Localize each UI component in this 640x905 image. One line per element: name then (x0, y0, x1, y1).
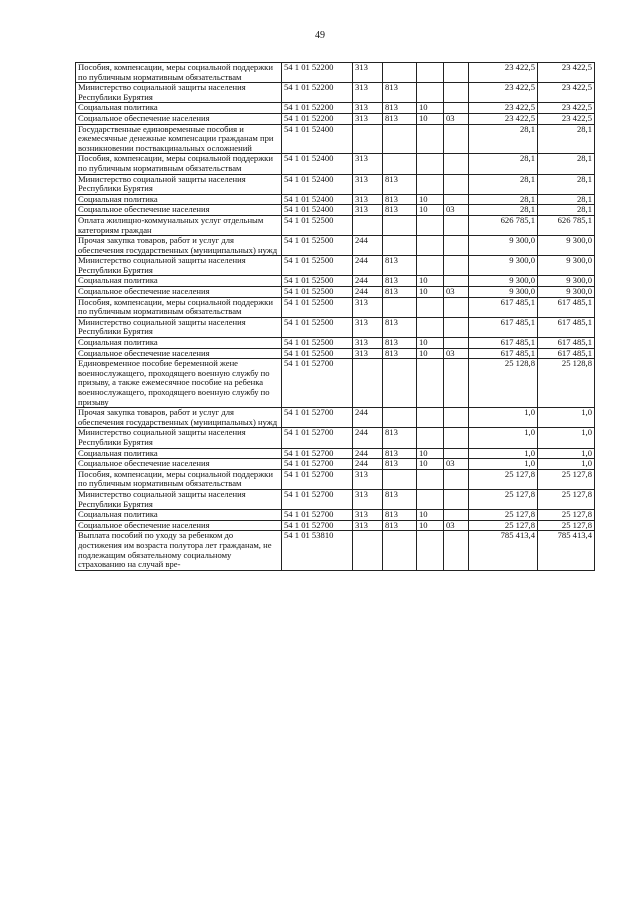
cell-target-code: 54 1 01 52700 (282, 448, 353, 459)
cell-amount-2: 1,0 (538, 459, 595, 470)
cell-expense-type: 244 (353, 459, 383, 470)
cell-section: 10 (417, 194, 444, 205)
cell-amount-2: 785 413,4 (538, 531, 595, 570)
cell-subsection (444, 489, 469, 509)
cell-name: Прочая закупка товаров, работ и услуг для обеспечения государственных (муниципальных) нужд (76, 236, 282, 256)
cell-amount-1: 28,1 (469, 194, 538, 205)
cell-amount-1: 617 485,1 (469, 297, 538, 317)
table-row (76, 359, 595, 408)
cell-department: 813 (383, 194, 417, 205)
cell-amount-1: 23 422,5 (469, 113, 538, 124)
cell-expense-type: 244 (353, 428, 383, 448)
cell-name: Социальная политика (76, 448, 282, 459)
table-row (76, 215, 595, 235)
table-row (76, 236, 595, 256)
cell-amount-2: 9 300,0 (538, 256, 595, 276)
cell-amount-2: 28,1 (538, 154, 595, 174)
cell-name: Социальная политика (76, 510, 282, 521)
cell-name: Единовременное пособие беременной жене военнослужащего, проходящего военную службу по призыву, а также ежемесячное пособие на ребенка военнослужащего, проходящего военную службу по призыву (76, 359, 282, 408)
cell-name: Социальная политика (76, 103, 282, 114)
cell-section (417, 174, 444, 194)
cell-department (383, 408, 417, 428)
cell-subsection: 03 (444, 348, 469, 359)
cell-department: 813 (383, 428, 417, 448)
cell-subsection (444, 124, 469, 154)
cell-amount-2: 25 127,8 (538, 510, 595, 521)
table-row (76, 297, 595, 317)
cell-department: 813 (383, 205, 417, 216)
cell-section (417, 408, 444, 428)
cell-section: 10 (417, 287, 444, 298)
cell-target-code: 54 1 01 52500 (282, 348, 353, 359)
cell-section: 10 (417, 520, 444, 531)
cell-expense-type: 313 (353, 63, 383, 83)
cell-subsection: 03 (444, 205, 469, 216)
cell-expense-type: 313 (353, 113, 383, 124)
cell-subsection (444, 317, 469, 337)
cell-department (383, 63, 417, 83)
cell-target-code: 54 1 01 52400 (282, 174, 353, 194)
table-row (76, 194, 595, 205)
table-row (76, 469, 595, 489)
cell-amount-1: 25 127,8 (469, 510, 538, 521)
cell-name: Социальное обеспечение населения (76, 348, 282, 359)
cell-department: 813 (383, 256, 417, 276)
cell-amount-1: 23 422,5 (469, 63, 538, 83)
cell-name: Министерство социальной защиты населения Республики Бурятия (76, 256, 282, 276)
cell-target-code: 54 1 01 52500 (282, 256, 353, 276)
cell-expense-type: 313 (353, 205, 383, 216)
cell-department (383, 215, 417, 235)
cell-amount-1: 28,1 (469, 154, 538, 174)
table-row (76, 256, 595, 276)
cell-subsection (444, 236, 469, 256)
cell-section (417, 154, 444, 174)
cell-department (383, 236, 417, 256)
cell-name: Прочая закупка товаров, работ и услуг для обеспечения государственных (муниципальных) нужд (76, 408, 282, 428)
cell-department: 813 (383, 338, 417, 349)
cell-amount-2: 1,0 (538, 428, 595, 448)
cell-amount-2: 28,1 (538, 174, 595, 194)
cell-amount-2: 9 300,0 (538, 236, 595, 256)
cell-target-code: 54 1 01 52500 (282, 287, 353, 298)
cell-amount-2: 23 422,5 (538, 83, 595, 103)
cell-expense-type (353, 124, 383, 154)
cell-name: Пособия, компенсации, меры социальной поддержки по публичным нормативным обязательствам (76, 154, 282, 174)
cell-section (417, 297, 444, 317)
cell-amount-2: 617 485,1 (538, 348, 595, 359)
cell-subsection (444, 174, 469, 194)
cell-expense-type: 244 (353, 276, 383, 287)
cell-section (417, 428, 444, 448)
cell-amount-1: 23 422,5 (469, 83, 538, 103)
cell-name: Пособия, компенсации, меры социальной поддержки по публичным нормативным обязательствам (76, 469, 282, 489)
cell-department: 813 (383, 348, 417, 359)
cell-amount-2: 9 300,0 (538, 276, 595, 287)
page-number: 49 (315, 30, 325, 41)
table-row (76, 459, 595, 470)
cell-target-code: 54 1 01 52700 (282, 408, 353, 428)
table-row (76, 124, 595, 154)
cell-amount-2: 25 127,8 (538, 520, 595, 531)
cell-target-code: 54 1 01 52700 (282, 520, 353, 531)
cell-target-code: 54 1 01 52400 (282, 154, 353, 174)
cell-department (383, 154, 417, 174)
cell-amount-2: 1,0 (538, 448, 595, 459)
cell-expense-type (353, 359, 383, 408)
cell-target-code: 54 1 01 52700 (282, 459, 353, 470)
cell-amount-2: 25 128,8 (538, 359, 595, 408)
cell-target-code: 54 1 01 52200 (282, 63, 353, 83)
cell-target-code: 54 1 01 52500 (282, 236, 353, 256)
cell-name: Социальная политика (76, 194, 282, 205)
cell-amount-2: 9 300,0 (538, 287, 595, 298)
cell-section (417, 124, 444, 154)
cell-department: 813 (383, 520, 417, 531)
cell-target-code: 54 1 01 52500 (282, 297, 353, 317)
cell-section: 10 (417, 448, 444, 459)
cell-expense-type: 313 (353, 520, 383, 531)
cell-name: Государственные единовременные пособия и ежемесячные денежные компенсации гражданам при возникновении поствакцинальных осложнений (76, 124, 282, 154)
cell-subsection (444, 297, 469, 317)
cell-target-code: 54 1 01 52700 (282, 489, 353, 509)
cell-expense-type: 313 (353, 103, 383, 114)
cell-amount-1: 1,0 (469, 448, 538, 459)
table-row (76, 531, 595, 570)
cell-amount-1: 617 485,1 (469, 348, 538, 359)
cell-section (417, 83, 444, 103)
cell-subsection: 03 (444, 520, 469, 531)
cell-expense-type: 313 (353, 174, 383, 194)
cell-amount-1: 1,0 (469, 408, 538, 428)
cell-subsection: 03 (444, 459, 469, 470)
table-row (76, 103, 595, 114)
cell-name: Министерство социальной защиты населения Республики Бурятия (76, 317, 282, 337)
cell-target-code: 54 1 01 52700 (282, 469, 353, 489)
cell-expense-type: 244 (353, 287, 383, 298)
cell-name: Социальное обеспечение населения (76, 520, 282, 531)
cell-name: Социальное обеспечение населения (76, 287, 282, 298)
cell-expense-type: 313 (353, 489, 383, 509)
table-row (76, 510, 595, 521)
table-row (76, 287, 595, 298)
cell-department (383, 297, 417, 317)
cell-section (417, 317, 444, 337)
table-row (76, 276, 595, 287)
cell-target-code: 54 1 01 52500 (282, 338, 353, 349)
table-row (76, 338, 595, 349)
cell-name: Пособия, компенсации, меры социальной поддержки по публичным нормативным обязательствам (76, 297, 282, 317)
cell-target-code: 54 1 01 52400 (282, 194, 353, 205)
cell-section (417, 359, 444, 408)
table-row (76, 408, 595, 428)
cell-target-code: 54 1 01 52700 (282, 359, 353, 408)
cell-target-code: 54 1 01 52400 (282, 124, 353, 154)
cell-expense-type: 244 (353, 448, 383, 459)
cell-subsection (444, 154, 469, 174)
cell-target-code: 54 1 01 52200 (282, 83, 353, 103)
cell-section: 10 (417, 205, 444, 216)
table-row (76, 428, 595, 448)
cell-name: Выплата пособий по уходу за ребенком до достижения им возраста полутора лет гражданам, не подлежащим обязательному социальному страхованию на случай вре- (76, 531, 282, 570)
cell-amount-1: 617 485,1 (469, 338, 538, 349)
cell-target-code: 54 1 01 52400 (282, 205, 353, 216)
cell-amount-1: 9 300,0 (469, 256, 538, 276)
table-row (76, 174, 595, 194)
table-row (76, 205, 595, 216)
cell-section: 10 (417, 103, 444, 114)
cell-target-code: 54 1 01 52700 (282, 428, 353, 448)
cell-section (417, 215, 444, 235)
table-row (76, 113, 595, 124)
cell-subsection (444, 63, 469, 83)
table-row (76, 489, 595, 509)
cell-amount-2: 23 422,5 (538, 103, 595, 114)
cell-amount-1: 28,1 (469, 205, 538, 216)
cell-amount-1: 25 127,8 (469, 469, 538, 489)
cell-department: 813 (383, 459, 417, 470)
cell-expense-type: 313 (353, 317, 383, 337)
cell-amount-2: 25 127,8 (538, 489, 595, 509)
cell-section (417, 489, 444, 509)
table-row (76, 520, 595, 531)
cell-expense-type: 244 (353, 236, 383, 256)
cell-expense-type: 244 (353, 256, 383, 276)
cell-name: Социальное обеспечение населения (76, 205, 282, 216)
cell-amount-1: 25 127,8 (469, 489, 538, 509)
cell-subsection: 03 (444, 113, 469, 124)
cell-amount-2: 617 485,1 (538, 297, 595, 317)
cell-name: Министерство социальной защиты населения Республики Бурятия (76, 174, 282, 194)
cell-department: 813 (383, 103, 417, 114)
cell-subsection (444, 510, 469, 521)
cell-expense-type: 313 (353, 348, 383, 359)
cell-amount-2: 23 422,5 (538, 113, 595, 124)
cell-subsection: 03 (444, 287, 469, 298)
cell-target-code: 54 1 01 52500 (282, 215, 353, 235)
cell-target-code: 54 1 01 53810 (282, 531, 353, 570)
cell-subsection (444, 256, 469, 276)
cell-section (417, 469, 444, 489)
cell-name: Социальное обеспечение населения (76, 459, 282, 470)
cell-expense-type: 244 (353, 408, 383, 428)
cell-name: Оплата жилищно-коммунальных услуг отдельным категориям граждан (76, 215, 282, 235)
cell-amount-1: 785 413,4 (469, 531, 538, 570)
cell-subsection (444, 103, 469, 114)
cell-expense-type: 313 (353, 154, 383, 174)
table-row (76, 448, 595, 459)
cell-department: 813 (383, 83, 417, 103)
cell-section: 10 (417, 338, 444, 349)
cell-expense-type: 313 (353, 469, 383, 489)
cell-target-code: 54 1 01 52200 (282, 113, 353, 124)
cell-subsection (444, 83, 469, 103)
cell-section: 10 (417, 510, 444, 521)
cell-amount-1: 23 422,5 (469, 103, 538, 114)
cell-section (417, 256, 444, 276)
table-row (76, 63, 595, 83)
cell-target-code: 54 1 01 52500 (282, 276, 353, 287)
cell-section (417, 63, 444, 83)
cell-amount-2: 626 785,1 (538, 215, 595, 235)
table-row (76, 83, 595, 103)
cell-amount-1: 1,0 (469, 428, 538, 448)
cell-amount-2: 617 485,1 (538, 338, 595, 349)
cell-department: 813 (383, 448, 417, 459)
cell-amount-1: 626 785,1 (469, 215, 538, 235)
cell-subsection (444, 359, 469, 408)
cell-subsection (444, 194, 469, 205)
cell-amount-2: 28,1 (538, 194, 595, 205)
cell-department: 813 (383, 174, 417, 194)
cell-target-code: 54 1 01 52200 (282, 103, 353, 114)
cell-section: 10 (417, 113, 444, 124)
cell-expense-type: 313 (353, 194, 383, 205)
table-row (76, 154, 595, 174)
cell-name: Министерство социальной защиты населения Республики Бурятия (76, 489, 282, 509)
cell-expense-type (353, 531, 383, 570)
cell-subsection (444, 276, 469, 287)
cell-department: 813 (383, 489, 417, 509)
cell-amount-1: 9 300,0 (469, 236, 538, 256)
cell-subsection (444, 408, 469, 428)
cell-section: 10 (417, 459, 444, 470)
cell-department: 813 (383, 317, 417, 337)
cell-amount-1: 28,1 (469, 174, 538, 194)
cell-amount-2: 617 485,1 (538, 317, 595, 337)
cell-subsection (444, 338, 469, 349)
cell-name: Социальная политика (76, 338, 282, 349)
cell-section: 10 (417, 348, 444, 359)
cell-section (417, 531, 444, 570)
cell-department (383, 359, 417, 408)
cell-section: 10 (417, 276, 444, 287)
table-row (76, 348, 595, 359)
cell-section (417, 236, 444, 256)
budget-table-body (76, 63, 595, 571)
cell-department (383, 124, 417, 154)
cell-expense-type (353, 215, 383, 235)
cell-department (383, 531, 417, 570)
cell-name: Социальное обеспечение населения (76, 113, 282, 124)
cell-amount-2: 25 127,8 (538, 469, 595, 489)
cell-subsection (444, 448, 469, 459)
cell-subsection (444, 531, 469, 570)
table-row (76, 317, 595, 337)
cell-amount-1: 25 127,8 (469, 520, 538, 531)
cell-amount-1: 25 128,8 (469, 359, 538, 408)
cell-amount-1: 9 300,0 (469, 287, 538, 298)
cell-amount-1: 28,1 (469, 124, 538, 154)
cell-amount-1: 9 300,0 (469, 276, 538, 287)
cell-department: 813 (383, 287, 417, 298)
cell-name: Министерство социальной защиты населения Республики Бурятия (76, 83, 282, 103)
cell-name: Социальная политика (76, 276, 282, 287)
cell-amount-2: 23 422,5 (538, 63, 595, 83)
cell-expense-type: 313 (353, 297, 383, 317)
cell-department: 813 (383, 113, 417, 124)
cell-subsection (444, 215, 469, 235)
cell-amount-2: 28,1 (538, 205, 595, 216)
cell-expense-type: 313 (353, 338, 383, 349)
cell-amount-1: 617 485,1 (469, 317, 538, 337)
cell-subsection (444, 428, 469, 448)
cell-name: Пособия, компенсации, меры социальной поддержки по публичным нормативным обязательствам (76, 63, 282, 83)
cell-amount-1: 1,0 (469, 459, 538, 470)
budget-table (75, 62, 595, 571)
cell-expense-type: 313 (353, 510, 383, 521)
cell-name: Министерство социальной защиты населения Республики Бурятия (76, 428, 282, 448)
cell-amount-2: 28,1 (538, 124, 595, 154)
cell-department: 813 (383, 276, 417, 287)
cell-expense-type: 313 (353, 83, 383, 103)
cell-department: 813 (383, 510, 417, 521)
cell-subsection (444, 469, 469, 489)
cell-department (383, 469, 417, 489)
cell-target-code: 54 1 01 52500 (282, 317, 353, 337)
cell-amount-2: 1,0 (538, 408, 595, 428)
cell-target-code: 54 1 01 52700 (282, 510, 353, 521)
